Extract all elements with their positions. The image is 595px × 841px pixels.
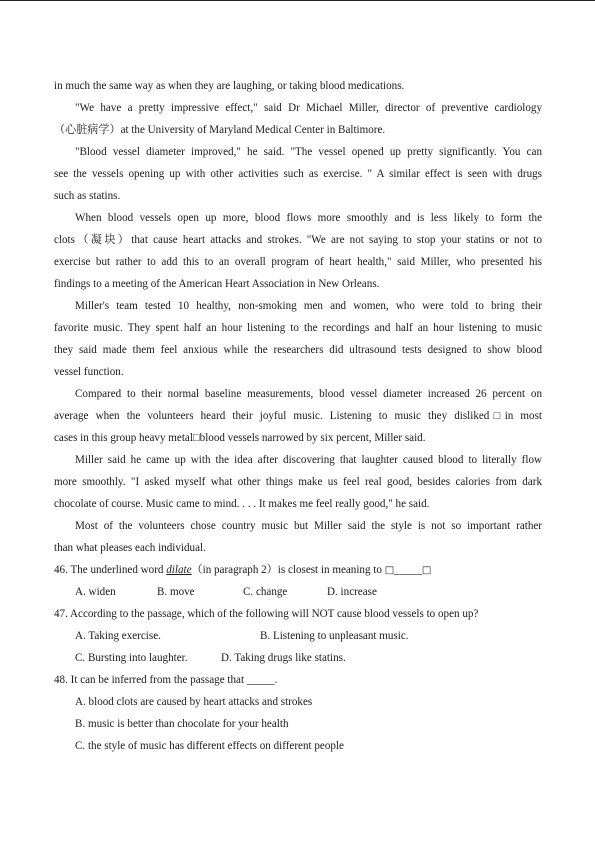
answer-blank[interactable]: _____: [246, 674, 275, 686]
passage-line: see the vessels opening up with other activities such as exercise. " A similar effect is seen with drugs: [54, 168, 542, 180]
option-b[interactable]: B. Listening to unpleasant music.: [260, 630, 409, 642]
option-c[interactable]: C. change: [243, 586, 288, 598]
question-48-stem: [54, 672, 542, 688]
question-46-prefix: 46. The underlined word: [54, 564, 167, 576]
question-46-stem: [54, 562, 542, 578]
passage-line: （心脏病学）at the University of Maryland Medical Center in Baltimore.: [54, 124, 386, 136]
passage-line: exercise but rather to add this to an overall program of heart health," said Miller, who presented his: [54, 256, 542, 268]
blank-box-open: □: [384, 565, 395, 576]
question-46-options: [54, 584, 542, 600]
passage-line: Miller's team tested 10 healthy, non-smoking men and women, who were told to bring their: [75, 300, 542, 312]
passage-line: such as statins.: [54, 190, 121, 202]
question-47-options-row1: [54, 628, 542, 644]
question-48-prefix: 48. It can be inferred from the passage that: [54, 674, 247, 686]
passage-line: average when the volunteers heard their joyful music. Listening to music they disliked□in most: [54, 410, 542, 422]
question-47-stem: 47. According to the passage, which of the following will NOT cause blood vessels to open up?: [54, 608, 479, 620]
question-48-suffix: .: [274, 674, 278, 686]
option-c[interactable]: C. Bursting into laughter.: [75, 652, 188, 664]
passage-line: Compared to their normal baseline measurements, blood vessel diameter increased 26 percent on: [75, 388, 542, 400]
answer-blank[interactable]: _____: [394, 564, 422, 576]
question-46-suffix: （in paragraph 2）is closest in meaning to: [191, 564, 385, 576]
top-rule: [0, 0, 595, 1]
passage-line: clots（凝块）that cause heart attacks and strokes. "We are not saying to stop your statins or not to: [54, 234, 542, 246]
passage-line: more smoothly. "I asked myself what other things make us feel real good, besides calories from dark: [54, 476, 542, 488]
passage-line: favorite music. They spent half an hour listening to the recordings and half an hour listening to music: [54, 322, 542, 334]
passage-line: findings to a meeting of the American Heart Association in New Orleans.: [54, 278, 380, 290]
question-47-options-row2: [54, 650, 542, 666]
option-c[interactable]: C. the style of music has different effects on different people: [75, 740, 344, 752]
option-d[interactable]: D. Taking drugs like statins.: [221, 652, 346, 664]
option-b[interactable]: B. move: [157, 586, 195, 598]
passage-line: vessel function.: [54, 366, 124, 378]
option-a[interactable]: A. Taking exercise.: [75, 630, 161, 642]
passage-line: cases in this group heavy metal□blood vessels narrowed by six percent, Miller said.: [54, 432, 426, 444]
passage-line: than what pleases each individual.: [54, 542, 206, 554]
option-b[interactable]: B. music is better than chocolate for your health: [75, 718, 289, 730]
option-a[interactable]: A. blood clots are caused by heart attacks and strokes: [75, 696, 313, 708]
underlined-word: dilate: [166, 564, 192, 576]
option-a[interactable]: A. widen: [75, 586, 116, 598]
passage-line: "Blood vessel diameter improved," he said. "The vessel opened up pretty significantly. You can: [75, 146, 542, 158]
passage-line: "We have a pretty impressive effect," said Dr Michael Miller, director of preventive cardiology: [75, 102, 542, 114]
passage-line: chocolate of course. Music came to mind. . . . It makes me feel really good," he said.: [54, 498, 430, 510]
passage-line: Miller said he came up with the idea after discovering that laughter caused blood to literally flow: [75, 454, 542, 466]
blank-box-close: □: [421, 565, 432, 576]
passage-line: Most of the volunteers chose country music but Miller said the style is not so important rather: [75, 520, 542, 532]
passage-line: When blood vessels open up more, blood flows more smoothly and is less likely to form the: [75, 212, 542, 224]
passage-line: they said made them feel anxious while the researchers did ultrasound tests designed to show blood: [54, 344, 542, 356]
option-d[interactable]: D. increase: [327, 586, 377, 598]
passage-line: in much the same way as when they are laughing, or taking blood medications.: [54, 80, 405, 92]
